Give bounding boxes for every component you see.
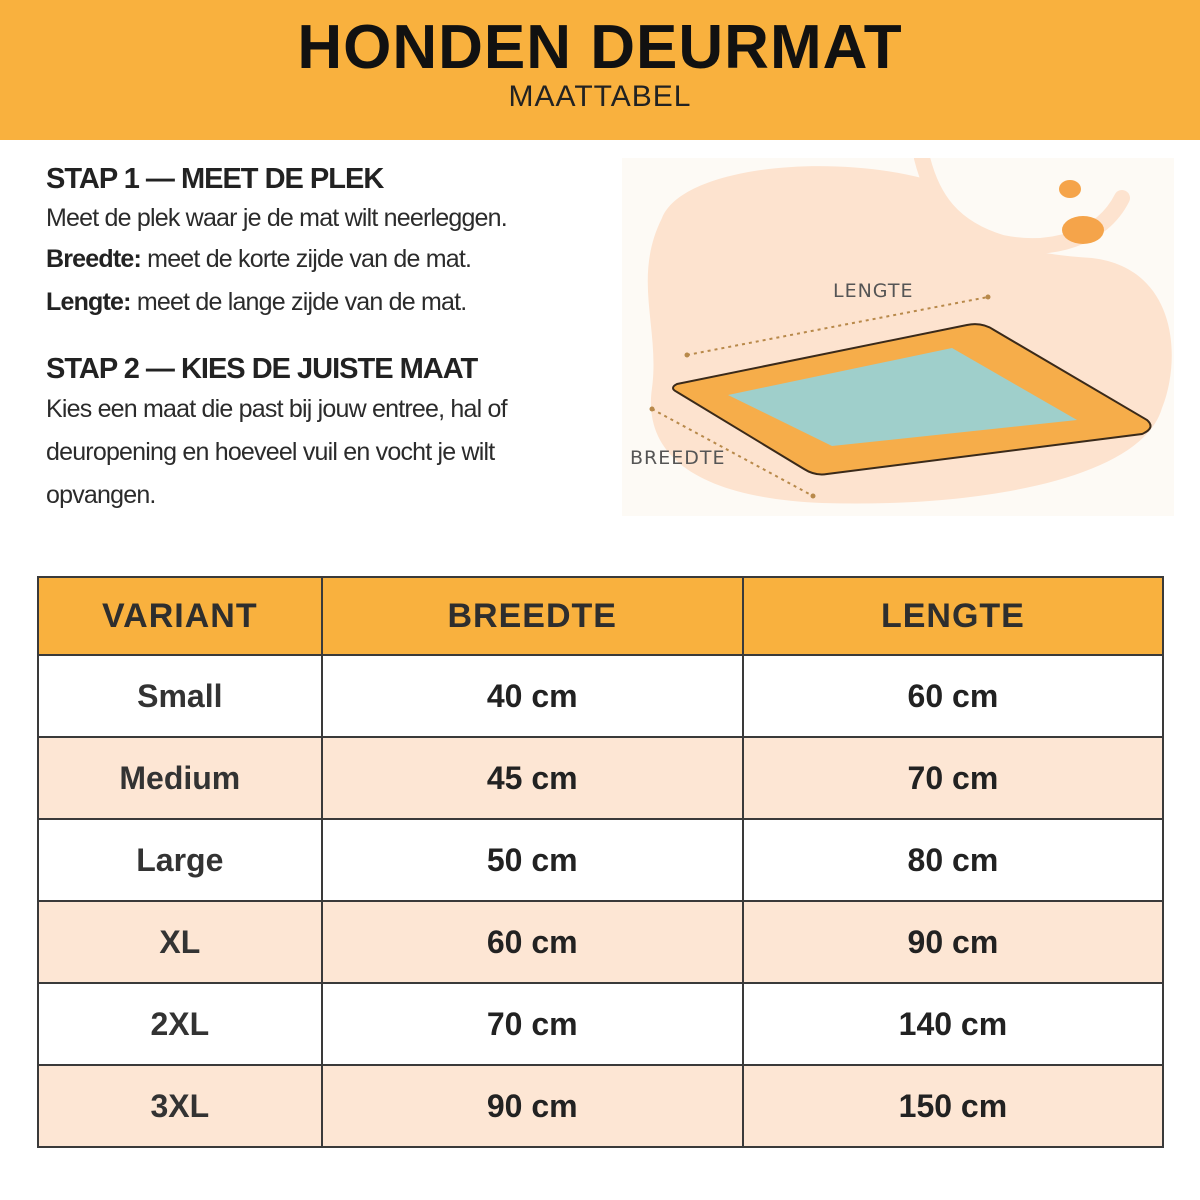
width-label: Breedte:	[46, 245, 142, 273]
cell-breedte: 45 cm	[322, 737, 743, 819]
step1-length-line	[46, 281, 606, 324]
cell-breedte: 70 cm	[322, 983, 743, 1065]
cell-variant: Medium	[38, 737, 322, 819]
step1-heading: STAP 1 — MEET DE PLEK	[46, 163, 384, 195]
length-dimension-label: LENGTE	[833, 280, 914, 302]
length-text: meet de lange zijde van de mat.	[130, 288, 467, 316]
step2-heading: STAP 2 — KIES DE JUISTE MAAT	[46, 353, 478, 385]
step2-line-3: opvangen.	[46, 481, 156, 509]
column-header-lengte: LENGTE	[743, 577, 1163, 655]
instructions	[46, 160, 606, 517]
header-banner	[0, 0, 1200, 140]
table-header-row	[38, 577, 1163, 655]
page-title: HONDEN DEURMAT	[297, 13, 903, 82]
table-row	[38, 655, 1163, 737]
table-row	[38, 819, 1163, 901]
step1-width-line	[46, 238, 606, 281]
cell-variant: 2XL	[38, 983, 322, 1065]
cell-breedte: 40 cm	[322, 655, 743, 737]
doormat-illustration	[622, 158, 1174, 516]
cell-breedte: 90 cm	[322, 1065, 743, 1147]
page-subtitle: MAATTABEL	[508, 80, 692, 113]
step2-line-1: Kies een maat die past bij jouw entree, hal of	[46, 395, 507, 423]
step1-intro: Meet de plek waar je de mat wilt neerleggen.	[46, 204, 507, 232]
table-row	[38, 901, 1163, 983]
cell-variant: Large	[38, 819, 322, 901]
column-header-breedte: BREEDTE	[322, 577, 743, 655]
length-label: Lengte:	[46, 288, 131, 316]
cell-lengte: 90 cm	[743, 901, 1163, 983]
cell-lengte: 80 cm	[743, 819, 1163, 901]
step2	[46, 350, 606, 517]
size-table	[37, 576, 1164, 1148]
table-row	[38, 737, 1163, 819]
cell-variant: XL	[38, 901, 322, 983]
cell-variant: 3XL	[38, 1065, 322, 1147]
width-dimension-label: BREEDTE	[630, 447, 726, 469]
table-row	[38, 983, 1163, 1065]
cell-variant: Small	[38, 655, 322, 737]
cell-lengte: 60 cm	[743, 655, 1163, 737]
cell-lengte: 70 cm	[743, 737, 1163, 819]
column-header-variant: VARIANT	[38, 577, 322, 655]
cell-lengte: 140 cm	[743, 983, 1163, 1065]
width-text: meet de korte zijde van de mat.	[141, 245, 472, 273]
cell-lengte: 150 cm	[743, 1065, 1163, 1147]
table-row	[38, 1065, 1163, 1147]
cell-breedte: 60 cm	[322, 901, 743, 983]
cell-breedte: 50 cm	[322, 819, 743, 901]
step2-line-2: deuropening en hoeveel vuil en vocht je wilt	[46, 438, 495, 466]
